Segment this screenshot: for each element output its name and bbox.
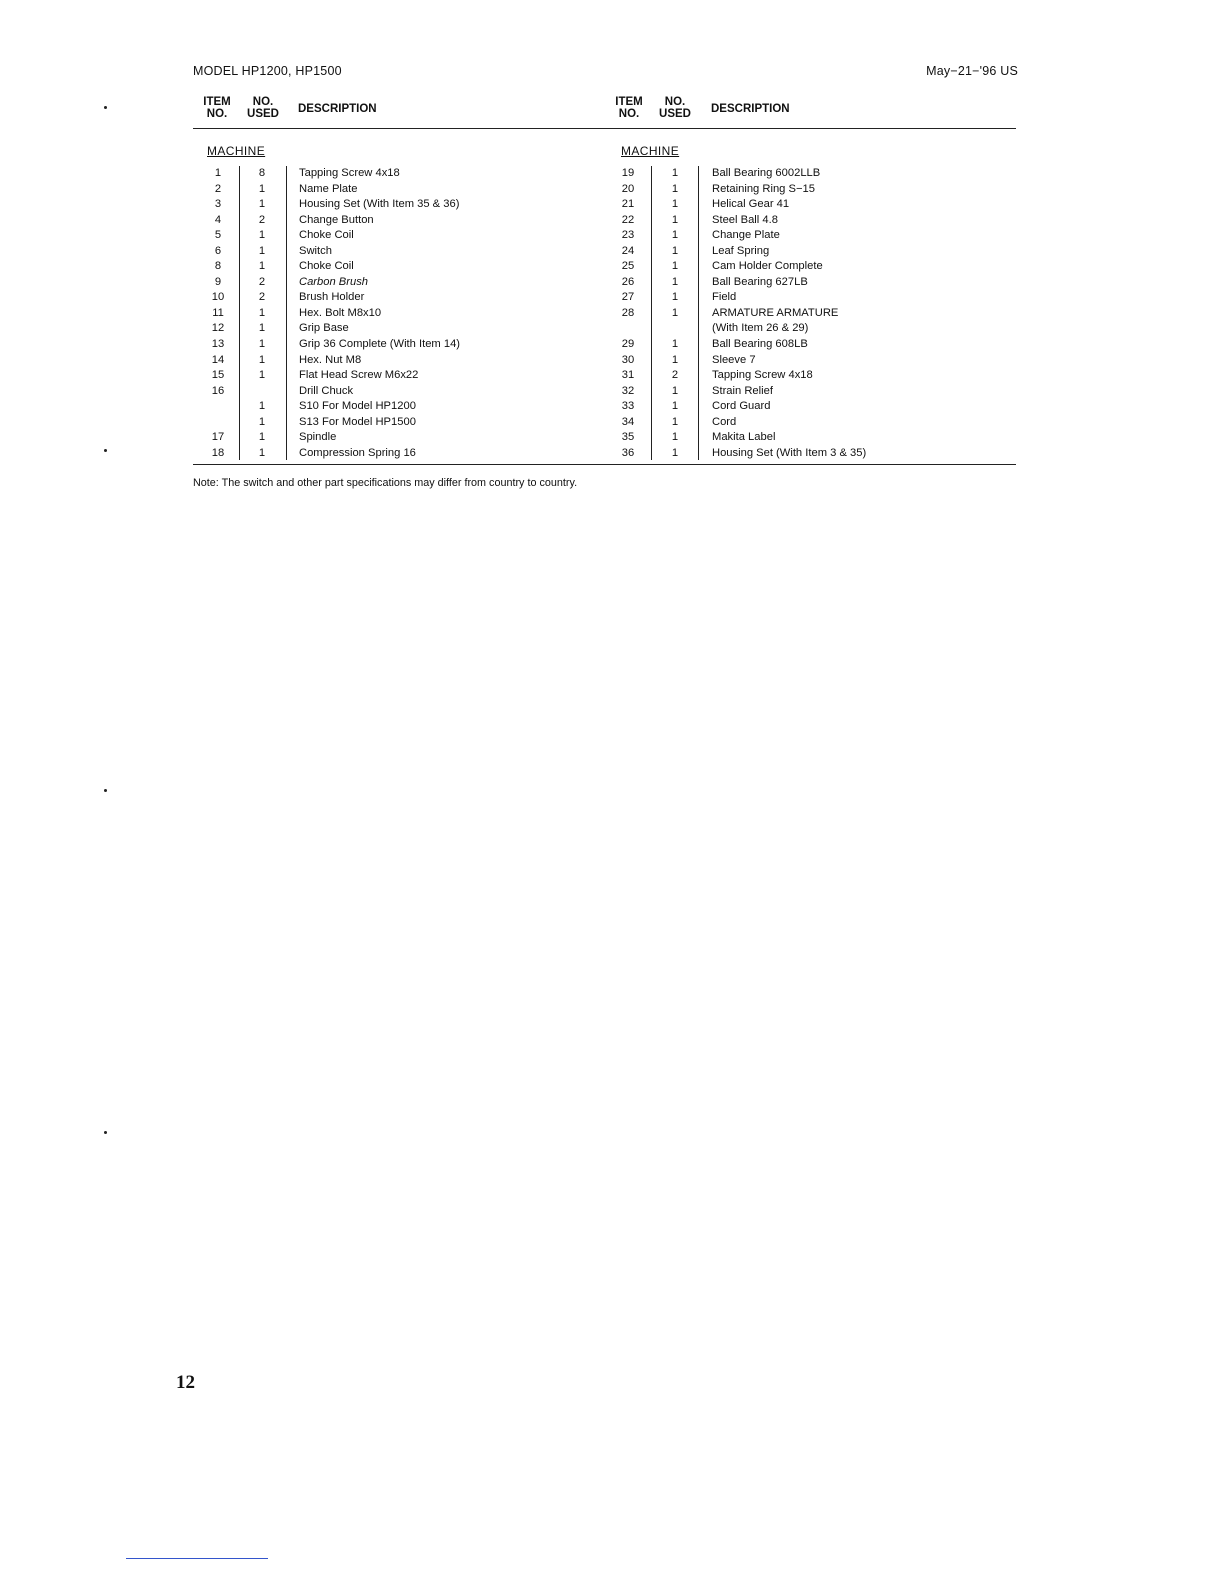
item-no-header-right	[611, 96, 647, 120]
item-number: 36	[621, 446, 635, 459]
part-description: Ball Bearing 608LB	[712, 338, 808, 351]
item-number: 18	[211, 446, 225, 459]
margin-dot	[104, 449, 107, 452]
table-row	[0, 446, 1020, 462]
quantity-used: 1	[671, 198, 679, 211]
part-description: Change Button	[299, 213, 374, 226]
item-number: 31	[621, 369, 635, 382]
item-number: 35	[621, 431, 635, 444]
quantity-used: 2	[258, 213, 266, 226]
quantity-used: 1	[671, 446, 679, 459]
table-row	[0, 197, 1020, 213]
quantity-used: 2	[258, 291, 266, 304]
item-number: 10	[211, 291, 225, 304]
part-description: ARMATURE ARMATURE	[712, 306, 839, 319]
item-number: 30	[621, 353, 635, 366]
top-rule	[193, 128, 1016, 129]
no-used-header	[243, 96, 283, 120]
quantity-used: 1	[671, 384, 679, 397]
quantity-used: 1	[258, 244, 266, 257]
quantity-used: 1	[258, 400, 266, 413]
table-row	[0, 182, 1020, 198]
table-row	[0, 430, 1020, 446]
margin-dot	[104, 789, 107, 792]
quantity-used: 1	[671, 400, 679, 413]
item-number: 4	[214, 213, 222, 226]
quantity-used: 1	[258, 198, 266, 211]
table-row	[0, 290, 1020, 306]
quantity-used: 1	[671, 260, 679, 273]
part-description: Change Plate	[712, 229, 780, 242]
part-description: S10 For Model HP1200	[299, 400, 416, 413]
table-row	[0, 399, 1020, 415]
table-row	[0, 244, 1020, 260]
part-description: Retaining Ring S−15	[712, 182, 815, 195]
part-description: Strain Relief	[712, 384, 773, 397]
no-used-header-right-line2: USED	[659, 108, 691, 120]
quantity-used: 1	[258, 260, 266, 273]
part-description: Carbon Brush	[299, 275, 369, 288]
item-number: 13	[211, 338, 225, 351]
table-row	[0, 415, 1020, 431]
quantity-used: 1	[258, 353, 266, 366]
item-number: 15	[211, 369, 225, 382]
part-description: Switch	[299, 244, 332, 257]
item-no-header-line2: NO.	[206, 108, 228, 120]
table-row	[0, 337, 1020, 353]
item-number: 32	[621, 384, 635, 397]
no-used-header-right-line1: NO.	[664, 96, 686, 108]
part-description: Helical Gear 41	[712, 198, 790, 211]
left-section-title: MACHINE	[207, 144, 266, 158]
quantity-used: 1	[258, 322, 266, 335]
quantity-used: 1	[671, 275, 679, 288]
quantity-used: 8	[258, 167, 266, 179]
part-description: Ball Bearing 627LB	[712, 275, 808, 288]
table-row	[0, 213, 1020, 229]
quantity-used: 1	[258, 306, 266, 319]
quantity-used: 1	[671, 244, 679, 257]
part-description: S13 For Model HP1500	[299, 415, 416, 428]
table-row	[0, 306, 1020, 322]
item-number: 9	[214, 275, 222, 288]
part-description: Cam Holder Complete	[712, 260, 823, 273]
part-description: Brush Holder	[299, 291, 365, 304]
part-description: Makita Label	[712, 431, 776, 444]
part-description: Field	[712, 291, 737, 304]
quantity-used: 1	[671, 306, 679, 319]
item-number: 29	[621, 338, 635, 351]
quantity-used: 1	[671, 167, 679, 179]
part-description: Grip Base	[299, 322, 349, 335]
item-number: 5	[214, 229, 222, 242]
item-number: 21	[621, 198, 635, 211]
part-description: Hex. Nut M8	[299, 353, 362, 366]
part-description: Ball Bearing 6002LLB	[712, 167, 821, 179]
item-number: 28	[621, 306, 635, 319]
table-row	[0, 228, 1020, 244]
right-parts-list	[0, 166, 1020, 461]
quantity-used: 1	[671, 213, 679, 226]
item-no-header-right-line1: ITEM	[615, 96, 643, 108]
part-description: Drill Chuck	[299, 384, 354, 397]
date-header: May−21−'96 US	[926, 64, 1018, 78]
item-number: 1	[214, 167, 222, 179]
item-no-header-right-line2: NO.	[618, 108, 640, 120]
item-number: 22	[621, 213, 635, 226]
quantity-used: 1	[258, 229, 266, 242]
no-used-header-right	[655, 96, 695, 120]
item-number: 23	[621, 229, 635, 242]
part-description: Grip 36 Complete (With Item 14)	[299, 338, 461, 351]
part-description: Leaf Spring	[712, 244, 770, 257]
item-number: 16	[211, 384, 225, 397]
part-description: Cord	[712, 415, 737, 428]
part-description: Housing Set (With Item 3 & 35)	[712, 446, 867, 459]
part-description: Choke Coil	[299, 229, 354, 242]
part-description: Choke Coil	[299, 260, 354, 273]
item-number: 14	[211, 353, 225, 366]
item-number: 27	[621, 291, 635, 304]
part-description: Housing Set (With Item 35 & 36)	[299, 198, 460, 211]
table-row	[0, 353, 1020, 369]
item-number: 12	[211, 322, 225, 335]
item-number: 26	[621, 275, 635, 288]
item-number: 11	[212, 306, 224, 319]
description-header-right: DESCRIPTION	[711, 103, 790, 115]
table-row	[0, 368, 1020, 384]
quantity-used: 1	[258, 431, 266, 444]
item-number: 2	[214, 182, 222, 195]
part-description: Sleeve 7	[712, 353, 756, 366]
item-number: 8	[214, 260, 222, 273]
table-row	[0, 321, 1020, 337]
item-number: 25	[621, 260, 635, 273]
bottom-line	[126, 1558, 268, 1559]
part-description: Tapping Screw 4x18	[299, 167, 400, 179]
quantity-used: 1	[671, 291, 679, 304]
page-number: 12	[176, 1372, 195, 1393]
no-used-header-line2: USED	[247, 108, 279, 120]
part-description: Name Plate	[299, 182, 358, 195]
no-used-header-line1: NO.	[252, 96, 274, 108]
table-row	[0, 259, 1020, 275]
quantity-used: 1	[258, 369, 266, 382]
item-number: 6	[214, 244, 222, 257]
item-number: 19	[621, 167, 635, 179]
model-header: MODEL HP1200, HP1500	[193, 64, 342, 78]
quantity-used: 1	[258, 338, 266, 351]
table-row	[0, 275, 1020, 291]
item-number: 34	[621, 415, 635, 428]
item-number: 33	[621, 400, 635, 413]
table-row	[0, 384, 1020, 400]
part-description: (With Item 26 & 29)	[712, 322, 809, 335]
right-section-title: MACHINE	[621, 144, 680, 158]
quantity-used: 1	[671, 229, 679, 242]
part-description: Flat Head Screw M6x22	[299, 369, 419, 382]
part-description: Spindle	[299, 431, 337, 444]
description-header: DESCRIPTION	[298, 103, 377, 115]
quantity-used: 2	[671, 369, 679, 382]
part-description: Cord Guard	[712, 400, 771, 413]
part-description: Hex. Bolt M8x10	[299, 306, 382, 319]
part-description: Steel Ball 4.8	[712, 213, 778, 226]
item-number: 17	[211, 431, 225, 444]
quantity-used: 1	[258, 446, 266, 459]
margin-dot	[104, 106, 107, 109]
quantity-used: 1	[671, 415, 679, 428]
note: Note: The switch and other part specifications may differ from country to country.	[193, 477, 578, 489]
quantity-used: 1	[671, 431, 679, 444]
quantity-used: 1	[671, 182, 679, 195]
item-number: 24	[621, 244, 635, 257]
item-no-header	[199, 96, 235, 120]
item-no-header-line1: ITEM	[203, 96, 231, 108]
quantity-used: 1	[671, 353, 679, 366]
quantity-used: 1	[671, 338, 679, 351]
quantity-used: 1	[258, 415, 266, 428]
part-description: Tapping Screw 4x18	[712, 369, 813, 382]
quantity-used: 2	[258, 275, 266, 288]
table-row	[0, 166, 1020, 182]
part-description: Compression Spring 16	[299, 446, 416, 459]
quantity-used: 1	[258, 182, 266, 195]
margin-dot	[104, 1131, 107, 1134]
item-number: 3	[214, 198, 222, 211]
item-number: 20	[621, 182, 635, 195]
bottom-rule	[193, 464, 1016, 465]
